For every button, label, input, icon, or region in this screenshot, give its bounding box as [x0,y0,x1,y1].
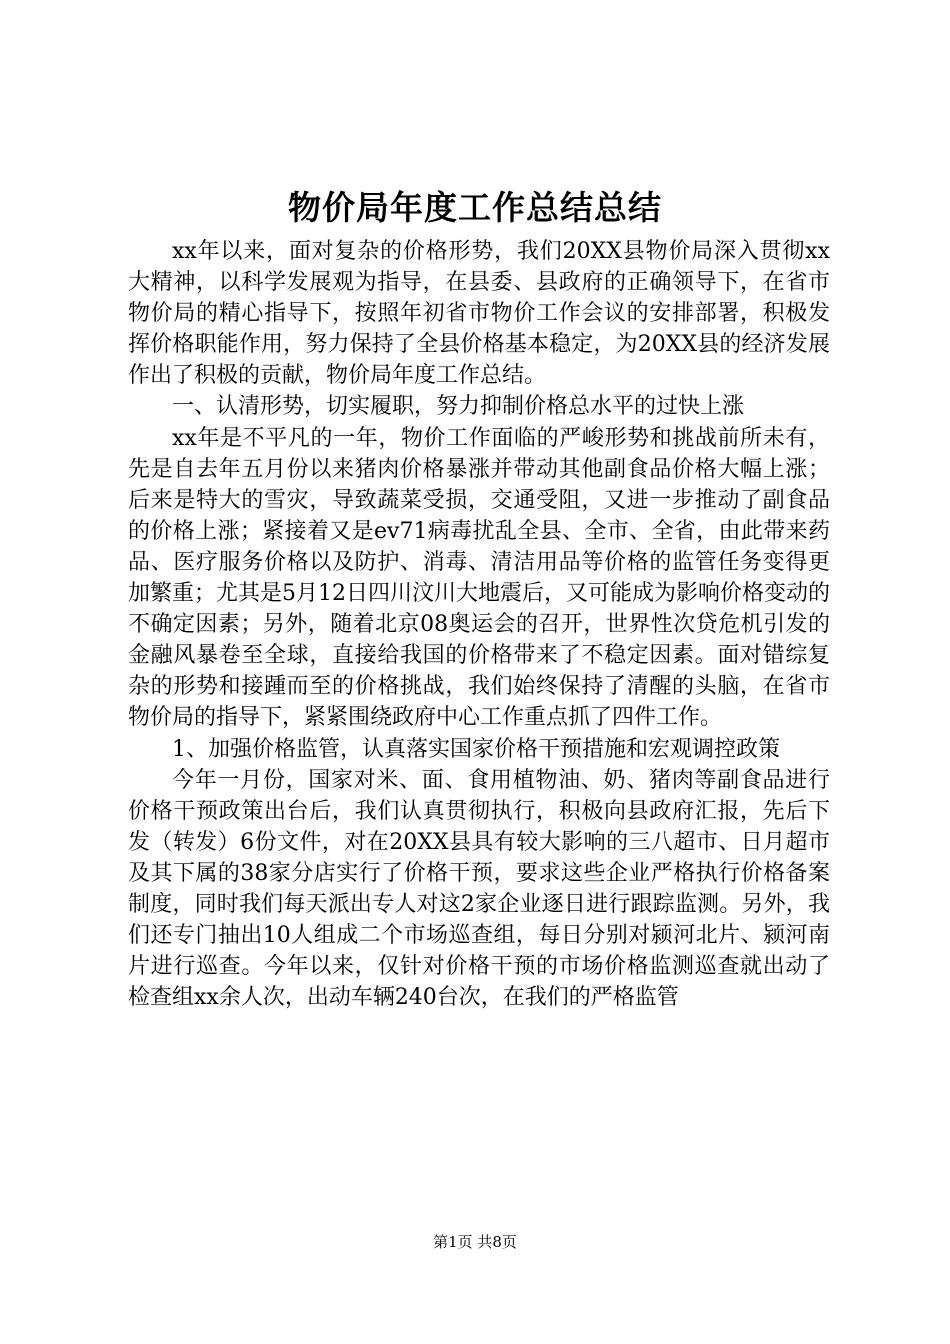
subsection-heading-1: 1、加强价格监管，认真落实国家价格干预措施和宏观调控政策 [172,736,780,762]
paragraph-situation: xx年是不平凡的一年，物价工作面临的严峻形势和挑战前所未有，先是自去年五月份以来猪肉价格暴涨并带动其他副食品价格大幅上涨；后来是特大的雪灾，导致蔬菜受损，交通受阻，又进一步推动了副食品的价格上涨；紧接着又是ev71病毒扰乱全县、全市、全省，由此带来药品、医疗服务价格以及防护、消毒、清洁用品等价格的监管任务变得更加繁重；尤其是5月12日四川汶川大地震后，又可能成为影响价格变动的不确定因素；另外，随着北京08奥运会的召开，世界性次贷危机引发的金融风暴卷至全球，直接给我国的价格带来了不稳定因素。面对错综复杂的形势和接踵而至的价格挑战，我们始终保持了清醒的头脑，在省市物价局的指导下，紧紧围绕政府中心工作重点抓了四件工作。 [128,425,830,731]
section-heading-1: 一、认清形势，切实履职，努力抑制价格总水平的过快上涨 [172,394,745,420]
document-title: 物价局年度工作总结总结 [288,188,662,227]
paragraph-intro: xx年以来，面对复杂的价格形势，我们20XX县物价局深入贯彻xx大精神，以科学发展观为指导，在县委、县政府的正确领导下，在省市物价局的精心指导下，按照年初省市物价工作会议的安排部署，积极发挥价格职能作用，努力保持了全县价格基本稳定，为20XX县的经济发展作出了积极的贡献，物价局年度工作总结。 [128,239,830,389]
page-footer: 第1页 共8页 [433,1233,517,1251]
paragraph-price-supervision: 今年一月份，国家对米、面、食用植物油、奶、猪肉等副食品进行价格干预政策出台后，我们认真贯彻执行，积极向县政府汇报，先后下发（转发）6份文件，对在20XX县具有较大影响的三八超市、日月超市及其下属的38家分店实行了价格干预，要求这些企业严格执行价格备案制度，同时我们每天派出专人对这2家企业逐日进行跟踪监测。另外，我们还专门抽出10人组成二个市场巡查组，每日分别对颍河北片、颍河南片进行巡查。今年以来，仅针对价格干预的市场价格监测巡查就出动了检查组xx余人次，出动车辆240台次，在我们的严格监管 [128,767,830,1011]
document-body [128,236,830,1013]
